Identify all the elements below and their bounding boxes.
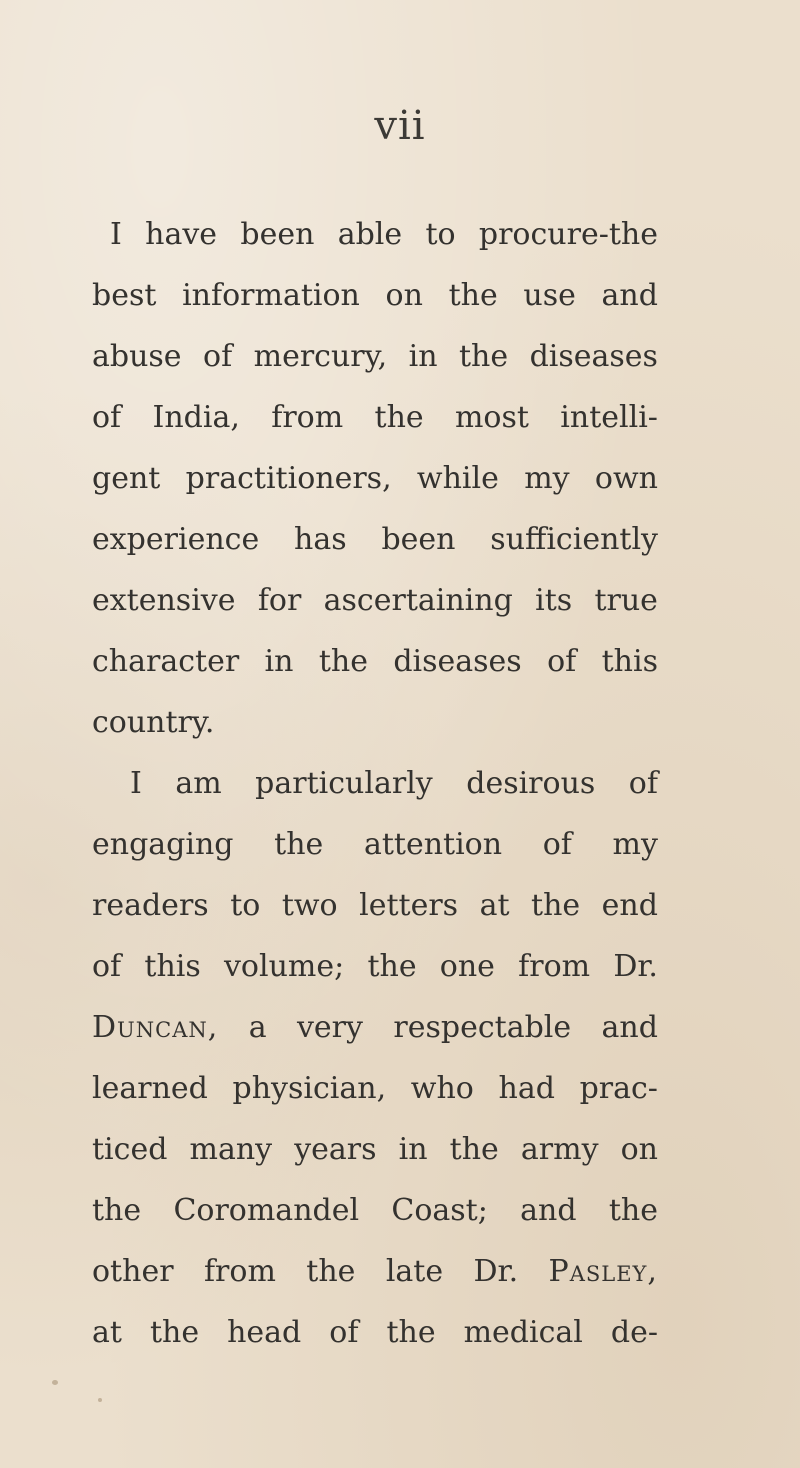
- text-line: at the head of the medical de-: [92, 1315, 658, 1350]
- text-line: of India, from the most intelli-: [92, 400, 658, 435]
- text-line: Duncan, a very respectable and: [92, 1010, 658, 1045]
- text-line: of this volume; the one from Dr.: [92, 949, 658, 984]
- body-text: [92, 204, 658, 1363]
- text-line: character in the diseases of this: [92, 644, 658, 679]
- text-line: readers to two letters at the end: [92, 888, 658, 923]
- paper-speck: [52, 1380, 58, 1385]
- text-line: learned physician, who had prac-: [92, 1071, 658, 1106]
- text-line: best information on the use and: [92, 278, 658, 313]
- text-line: gent practitioners, while my own: [92, 461, 658, 496]
- text-line: engaging the attention of my: [92, 827, 658, 862]
- text-line: the Coromandel Coast; and the: [92, 1193, 658, 1228]
- text-line: ticed many years in the army on: [92, 1132, 658, 1167]
- text-line: I have been able to procure-the: [110, 217, 658, 252]
- text-line: I am particularly desirous of: [130, 766, 658, 801]
- text-line: other from the late Dr. Pasley,: [92, 1254, 658, 1289]
- text-line: experience has been sufficiently: [92, 522, 658, 557]
- paper-speck: [98, 1398, 102, 1402]
- text-line: country.: [92, 705, 215, 740]
- text-line: extensive for ascertaining its true: [92, 583, 658, 618]
- text-line: abuse of mercury, in the diseases: [92, 339, 658, 374]
- page-number: vii: [374, 103, 426, 149]
